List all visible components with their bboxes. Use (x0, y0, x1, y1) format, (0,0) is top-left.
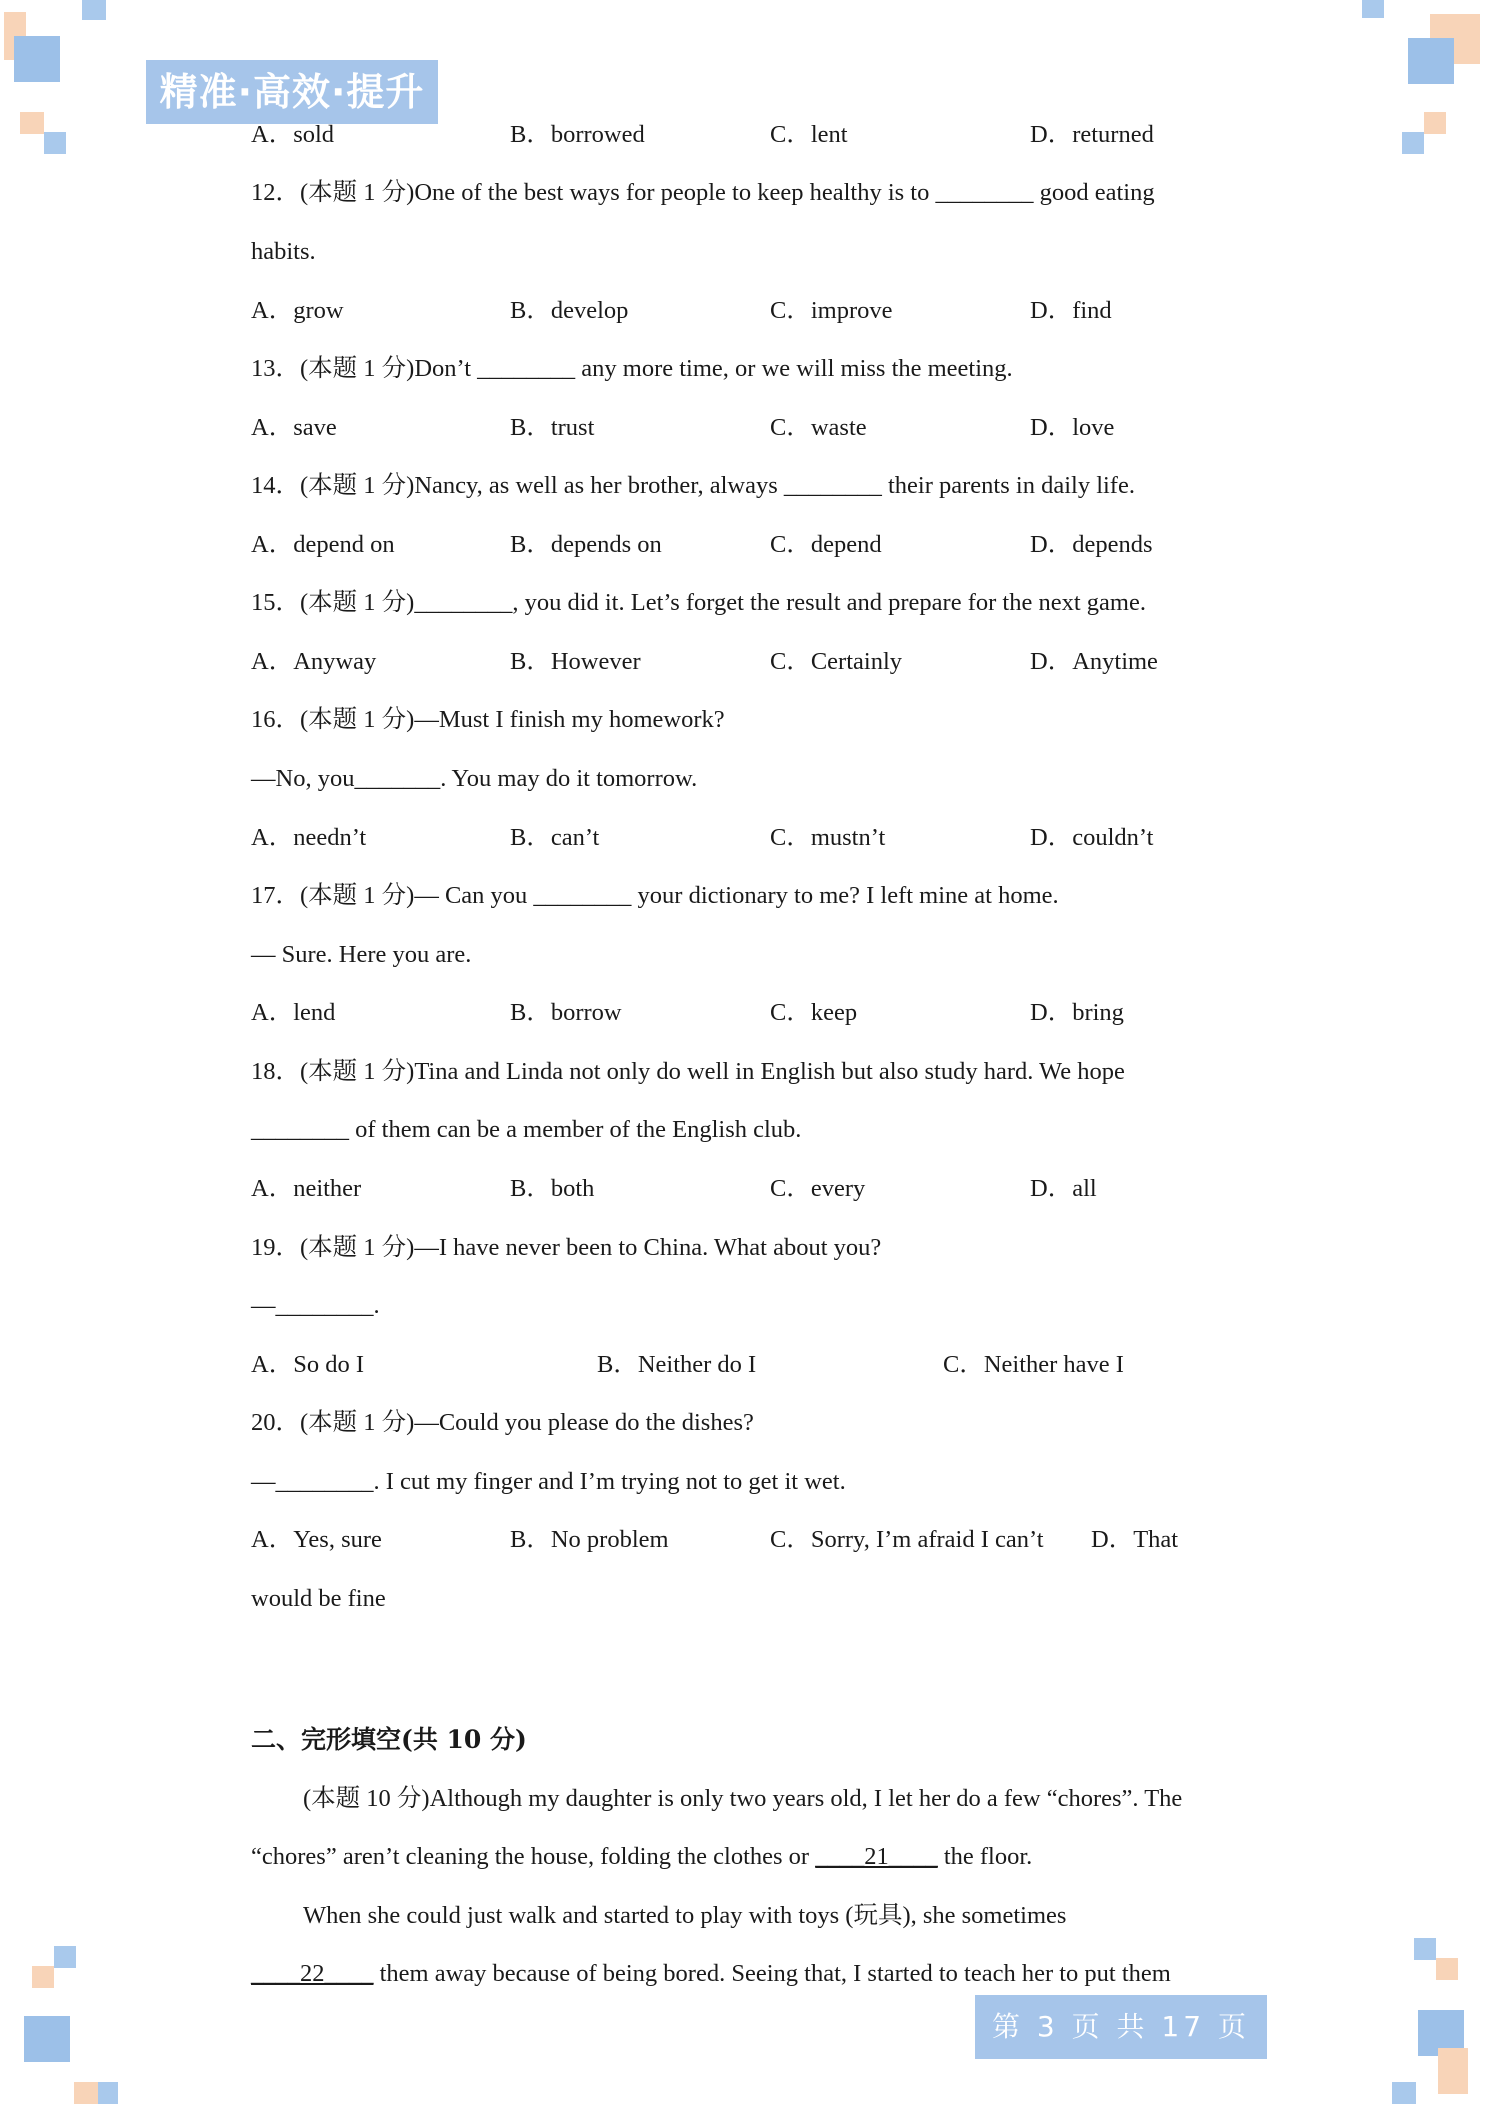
question-12: 12．(本题 1 分)One of the best ways for people to keep healthy is to ________ good eating (251, 179, 1155, 206)
option[interactable]: B．both (510, 1175, 595, 1202)
blank-21[interactable]: ____21____ (815, 1843, 938, 1870)
corner-decoration (44, 132, 66, 154)
corner-decoration (14, 36, 60, 82)
page-number: 第 3 页 共 17 页 (975, 1995, 1267, 2059)
corner-decoration (98, 2082, 118, 2104)
option[interactable]: D．love (1030, 414, 1115, 441)
option[interactable]: B．borrow (510, 999, 622, 1026)
corner-decoration (1424, 112, 1446, 134)
option[interactable]: A．needn’t (251, 824, 367, 851)
question-19: 19．(本题 1 分)—I have never been to China. What about you? (251, 1234, 882, 1261)
option[interactable]: A．Anyway (251, 648, 377, 675)
option[interactable]: A．lend (251, 999, 336, 1026)
corner-decoration (54, 1946, 76, 1968)
option[interactable]: C．mustn’t (770, 824, 886, 851)
option[interactable]: D．all (1030, 1175, 1097, 1202)
corner-decoration (1362, 0, 1384, 18)
option[interactable]: D．Anytime (1030, 648, 1158, 675)
option[interactable]: B．However (510, 648, 641, 675)
option[interactable]: B．Neither do I (597, 1351, 757, 1378)
corner-decoration (1392, 2082, 1416, 2104)
question-text: — Sure. Here you are. (251, 941, 472, 968)
question-20: 20．(本题 1 分)—Could you please do the dishes? (251, 1409, 754, 1436)
option[interactable]: A．grow (251, 297, 344, 324)
question-18: 18．(本题 1 分)Tina and Linda not only do well in English but also study hard. We hope (251, 1058, 1125, 1085)
question-text: —________. I cut my finger and I’m trying not to get it wet. (251, 1468, 846, 1495)
option[interactable]: C．depend (770, 531, 882, 558)
passage-paragraph (251, 1842, 1032, 1872)
option[interactable]: A．So do I (251, 1351, 364, 1378)
corner-decoration (1408, 38, 1454, 84)
option[interactable]: C．Sorry, I’m afraid I can’t (770, 1526, 1044, 1553)
corner-decoration (1402, 132, 1424, 154)
option[interactable]: B．trust (510, 414, 595, 441)
option[interactable]: D．bring (1030, 999, 1124, 1026)
option[interactable]: D．That (1091, 1526, 1179, 1553)
option[interactable]: B．can’t (510, 824, 600, 851)
question-text: would be fine (251, 1585, 386, 1612)
option[interactable]: A．Yes, sure (251, 1526, 382, 1553)
passage-paragraph: When she could just walk and started to play with toys (玩具), she sometimes (303, 1902, 1067, 1929)
question-14: 14．(本题 1 分)Nancy, as well as her brother, always ________ their parents in daily life. (251, 472, 1135, 499)
question-text: ________ of them can be a member of the English club. (251, 1116, 802, 1143)
brand-banner: 精准·高效·提升 (146, 60, 438, 124)
option[interactable]: C．keep (770, 999, 858, 1026)
question-text: habits. (251, 238, 316, 265)
question-15: 15．(本题 1 分)________, you did it. Let’s forget the result and prepare for the next game. (251, 589, 1146, 616)
corner-decoration (1414, 1938, 1436, 1960)
option[interactable]: C．improve (770, 297, 893, 324)
option[interactable]: C．lent (770, 121, 848, 148)
passage-text: the floor. (937, 1843, 1033, 1870)
option[interactable]: C．Neither have I (943, 1351, 1124, 1378)
blank-22[interactable]: ____22____ (251, 1960, 374, 1987)
option[interactable]: C．every (770, 1175, 866, 1202)
option[interactable]: A．neither (251, 1175, 362, 1202)
question-16: 16．(本题 1 分)—Must I finish my homework? (251, 706, 725, 733)
question-13: 13．(本题 1 分)Don’t ________ any more time, or we will miss the meeting. (251, 355, 1013, 382)
corner-decoration (20, 112, 44, 134)
option[interactable]: A．save (251, 414, 337, 441)
passage-text: them away because of being bored. Seeing that, I started to teach her to put them (373, 1960, 1171, 1987)
corner-decoration (24, 2016, 70, 2062)
corner-decoration (82, 0, 106, 20)
option[interactable]: A．depend on (251, 531, 395, 558)
option[interactable]: C．waste (770, 414, 867, 441)
option[interactable]: D．couldn’t (1030, 824, 1154, 851)
option[interactable]: B．No problem (510, 1526, 669, 1553)
corner-decoration (1438, 2048, 1468, 2094)
passage-paragraph: (本题 10 分)Although my daughter is only two years old, I let her do a few “chores”. The (303, 1785, 1183, 1812)
option[interactable]: A．sold (251, 121, 335, 148)
question-text: —No, you_______. You may do it tomorrow. (251, 765, 698, 792)
option[interactable]: D．depends (1030, 531, 1153, 558)
passage-text: “chores” aren’t cleaning the house, folding the clothes or (251, 1843, 816, 1870)
option[interactable]: B．depends on (510, 531, 662, 558)
option[interactable]: D．find (1030, 297, 1112, 324)
option[interactable]: D．returned (1030, 121, 1154, 148)
option[interactable]: B．borrowed (510, 121, 645, 148)
question-text: —________. (251, 1292, 380, 1319)
corner-decoration (1436, 1958, 1458, 1980)
corner-decoration (32, 1966, 54, 1988)
option[interactable]: B．develop (510, 297, 629, 324)
passage-paragraph (251, 1959, 1171, 1989)
question-17: 17．(本题 1 分)— Can you ________ your dictionary to me? I left mine at home. (251, 882, 1059, 909)
option[interactable]: C．Certainly (770, 648, 903, 675)
corner-decoration (74, 2082, 98, 2104)
section-title: 二、完形填空(共 10 分) (251, 1725, 527, 1754)
